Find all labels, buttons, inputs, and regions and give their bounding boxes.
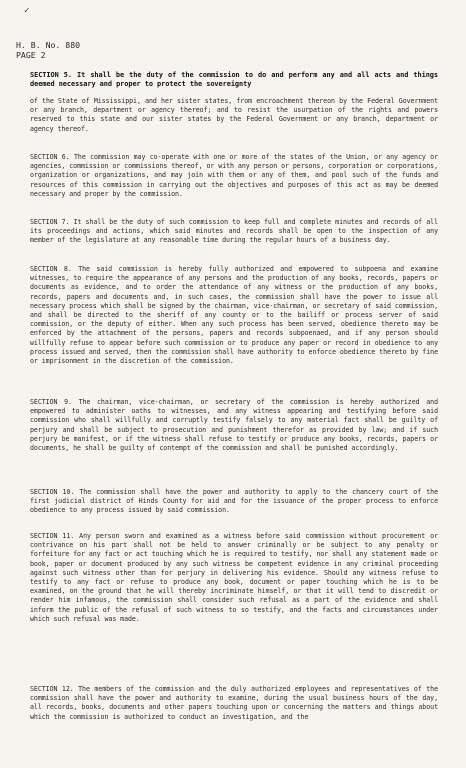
section-9: SECTION 9. The chairman, vice-chairman, or secretary of the commission is hereby authorized and empowered to administer oaths to witnesses, and any witness appearing and testifying before said commission who shall willfully and corruptly testify falsely to any material fact shall be guilty of perjury and shall be subject to prosecution and punishment therefor as provided by law; and if such perjury be manifest, or if the witness shall refuse to testify or produce any books, records, papers or documents, he shall be guilty of contempt of the commission and shall be punished accordingly. bbox=[30, 398, 438, 453]
check-mark-icon: ✓ bbox=[24, 6, 30, 16]
section-11: SECTION 11. Any person sworn and examined as a witness before said commission without procurement or contrivance on his part shall not be held to answer criminally or be subject to any penalty or forfeiture for any fact or act touching which he is required to testify, nor shall any statement made or book, paper or document produced by any such witness be competent evidence in any criminal proceeding against such witness other than for perjury in delivering his evidence. Should any witness refuse to testify to any fact or refuse to produce any book, document or paper touching which he is to be examined, on the ground that he will thereby incriminate himself, or that it will tend to discredit or render him infamous, the commission shall consider such refusal as a part of the evidence and shall inform the public of the refusal of such witness to so testify, and the facts and circumstances under which such refusal was made. bbox=[30, 532, 438, 623]
section-10: SECTION 10. The commission shall have the power and authority to apply to the chancery court of the first judicial district of Hinds County for aid and for the issuance of the proper process to enforce obedience to any process issued by said commission. bbox=[30, 488, 438, 515]
section-5-body: of the State of Mississippi, and her sister states, from encroachment thereon by the Federal Government or any branch, department or agency thereof; and to resist the usurpation of the rights and powers reserved to this state and our sister states by the Federal Government or any branch, department or agency thereof. bbox=[30, 97, 438, 133]
bill-number: H. B. No. 880 bbox=[16, 40, 81, 50]
page-number: PAGE 2 bbox=[16, 50, 46, 60]
section-7: SECTION 7. It shall be the duty of such commission to keep full and complete minutes and records of all its proceedings and actions, which said minutes and records shall be open to the inspection of any member of the legislature at any reasonable time during the regular hours of a business day. bbox=[30, 218, 438, 245]
section-6: SECTION 6. The commission may co-operate with one or more of the states of the Union, or any agency or agencies, commission or commissions thereof, or with any person or persons, corporation or corporations, organization or organizations, and may join with them or any of them, and pool such of the funds and resources of this commission in carrying out the objectives and purposes of this act as may be deemed necessary and proper by the commission. bbox=[30, 153, 438, 198]
section-8: SECTION 8. The said commission is hereby fully authorized and empowered to subpoena and examine witnesses, to require the appearance of any persons and the production of any books, records, papers or documents as evidence, and to order the attendance of any witness or the production of any books, records, papers and documents and, in such cases, the commission shall have the power to issue all necessary process which shall be signed by the chairman, vice-chairman, or secretary of said commission, and shall be directed to the sheriff of any county or to the bailiff or process server of said commission, or the deputy of either. When any such process has been served, obedience thereto may be enforced by the attachment of the persons, papers and records subpoenaed, and if any person should willfully refuse to appear before such commission or to produce any paper or record in obedience to any process issued and served, then the commission shall have authority to enforce obedience thereto by fine or imprisonment in the discretion of the commission. bbox=[30, 265, 438, 366]
section-5-intro: SECTION 5. It shall be the duty of the commission to do and perform any and all acts and things deemed necessary and proper to protect the sovereignty bbox=[30, 71, 438, 89]
page-header bbox=[16, 40, 80, 60]
section-12: SECTION 12. The members of the commission and the duly authorized employees and representatives of the commission shall have the power and authority to examine, during the usual business hours of the day, all records, books, documents and other papers touching upon or concerning the matters and things about which the commission is authorized to conduct an investigation, and the bbox=[30, 685, 438, 721]
